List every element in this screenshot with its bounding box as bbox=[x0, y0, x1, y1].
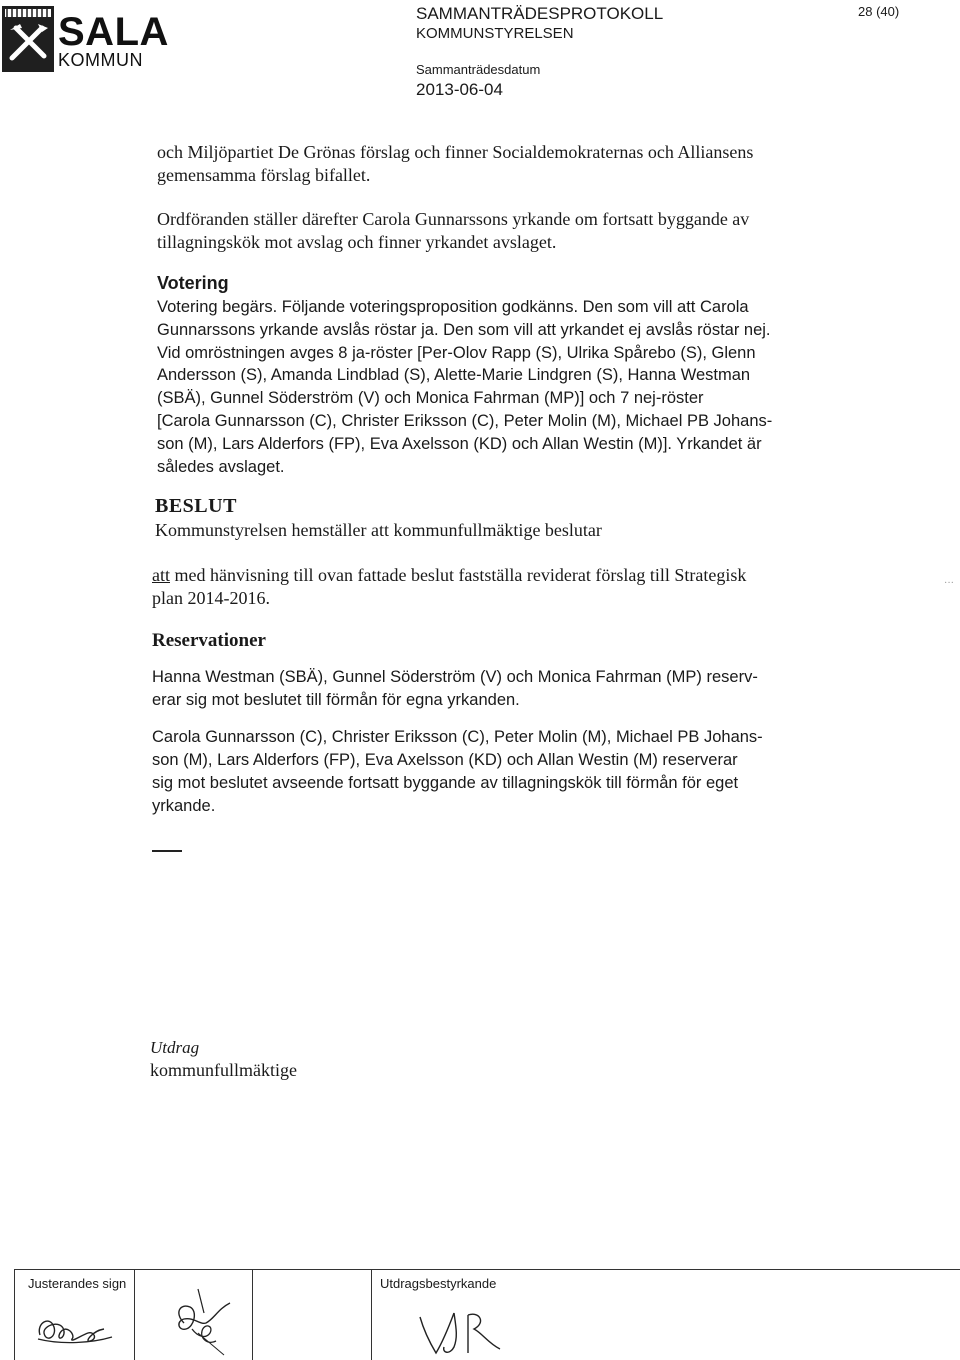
beslut-heading: BESLUT bbox=[155, 495, 237, 517]
signature-table-border bbox=[14, 1269, 15, 1360]
paragraph-votering bbox=[157, 296, 837, 478]
text-line: Andersson (S), Amanda Lindblad (S), Alette-Marie Lindgren (S), Hanna Westman bbox=[157, 366, 751, 385]
text-line: och Miljöpartiet De Grönas förslag och finner Socialdemokraternas och Alliansens bbox=[157, 142, 754, 162]
signature-table-top-border bbox=[14, 1269, 960, 1270]
paragraph-chair bbox=[157, 208, 837, 253]
text-line: Vid omröstningen avges 8 ja-röster [Per-Olov Rapp (S), Ulrika Spårebo (S), Glenn bbox=[157, 343, 756, 362]
signature-1-icon bbox=[32, 1305, 122, 1353]
paragraph-proposals bbox=[157, 141, 837, 186]
justerandes-sign-label: Justerandes sign bbox=[28, 1276, 127, 1291]
text-line: Ordföranden ställer därefter Carola Gunnarssons yrkande om fortsatt byggande av bbox=[157, 209, 750, 229]
text-line: Gunnarssons yrkande avslås röstar ja. Den som vill att yrkandet ej avslås röstar nej. bbox=[157, 320, 771, 339]
utdrag-recipient: kommunfullmäktige bbox=[150, 1060, 297, 1080]
utdrag-label: Utdrag bbox=[150, 1038, 200, 1057]
text-line: (SBÄ), Gunnel Söderström (V) och Monica Fahrman (MP)] och 7 nej-röster bbox=[157, 389, 704, 408]
document-title: SAMMANTRÄDESPROTOKOLL bbox=[416, 4, 664, 23]
text-line: plan 2014-2016. bbox=[152, 587, 270, 608]
signature-table-border bbox=[134, 1269, 135, 1360]
text-line: således avslaget. bbox=[157, 457, 285, 476]
signature-table-border bbox=[252, 1269, 253, 1360]
text-line: Hanna Westman (SBÄ), Gunnel Söderström (V) och Monica Fahrman (MP) reserv- bbox=[152, 668, 758, 686]
text-line: yrkande. bbox=[152, 797, 216, 815]
meeting-date: 2013-06-04 bbox=[416, 80, 503, 99]
margin-mark: ··· bbox=[944, 578, 954, 589]
text-line: son (M), Lars Alderfors (FP), Eva Axelsson (KD) och Allan Westin (M)]. Yrkandet är bbox=[157, 434, 762, 453]
document-subtitle: KOMMUNSTYRELSEN bbox=[416, 25, 574, 42]
separator-dash bbox=[152, 850, 182, 852]
reservation-1 bbox=[152, 666, 832, 712]
att-word: att bbox=[152, 565, 170, 585]
signature-2-icon bbox=[154, 1283, 244, 1358]
meeting-date-label: Sammanträdesdatum bbox=[416, 62, 541, 77]
text-line: tillagningskök mot avslag och finner yrkandet avslaget. bbox=[157, 231, 557, 252]
text-span: med hänvisning till ovan fattade beslut fastställa reviderat förslag till Strategisk bbox=[170, 565, 747, 585]
beslut-att-clause bbox=[152, 564, 832, 609]
text-line bbox=[152, 564, 832, 587]
reservationer-heading: Reservationer bbox=[152, 630, 266, 651]
reservation-2 bbox=[152, 726, 832, 818]
text-line: gemensamma förslag bifallet. bbox=[157, 164, 371, 185]
municipality-logo bbox=[0, 0, 169, 78]
text-line: sig mot beslutet avseende fortsatt byggande av tillagningskök till förmån för eget bbox=[152, 774, 739, 792]
page-number: 28 (40) bbox=[858, 4, 900, 19]
text-line: [Carola Gunnarsson (C), Christer Eriksson (C), Peter Molin (M), Michael PB Johans- bbox=[157, 411, 773, 430]
text-line: Carola Gunnarsson (C), Christer Eriksson (C), Peter Molin (M), Michael PB Johans- bbox=[152, 728, 763, 746]
utdragsbestyrkande-label: Utdragsbestyrkande bbox=[380, 1276, 497, 1291]
text-line: erar sig mot beslutet till förmån för egna yrkanden. bbox=[152, 691, 520, 709]
signature-3-icon bbox=[414, 1303, 524, 1359]
beslut-intro: Kommunstyrelsen hemställer att kommunfullmäktige beslutar bbox=[155, 520, 602, 540]
signature-table bbox=[14, 1269, 960, 1360]
logo-kommun-text: KOMMUN bbox=[58, 50, 143, 70]
signature-table-border bbox=[371, 1269, 372, 1360]
text-line: son (M), Lars Alderfors (FP), Eva Axelsson (KD) och Allan Westin (M) reserverar bbox=[152, 751, 738, 769]
logo-sala-text: SALA bbox=[58, 10, 169, 54]
text-line: Votering begärs. Följande voteringsproposition godkänns. Den som vill att Carola bbox=[157, 298, 749, 316]
coat-of-arms-icon bbox=[2, 6, 54, 72]
votering-heading: Votering bbox=[157, 273, 229, 293]
